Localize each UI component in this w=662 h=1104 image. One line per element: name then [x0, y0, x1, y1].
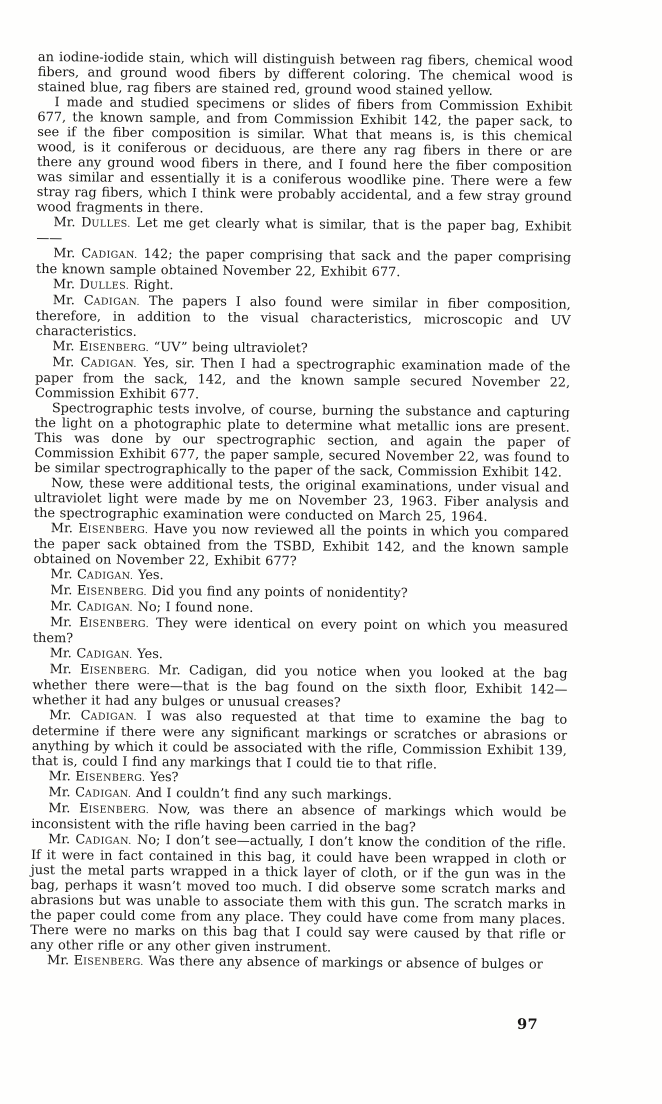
- body-paragraph: an iodine-iodide stain, which will distinguish between rag fibers, chemical wood fibers, and ground wood fibers by different coloring. The chemical wood is stained blue, rag fibers are stained red, ground wood stained yellow.: [37, 50, 573, 99]
- dialogue-paragraph: Mr. DULLES. Let me get clearly what is similar, that is the paper bag, Exhibit——: [36, 215, 572, 247]
- speaker-name: Mr. EISENBERG.: [49, 662, 151, 678]
- speaker-name: Mr. CADIGAN.: [49, 708, 137, 724]
- speaker-name: Mr. DULLES.: [53, 215, 131, 231]
- speaker-name: Mr. CADIGAN.: [50, 599, 134, 615]
- speaker-name: Mr. EISENBERG.: [48, 769, 146, 785]
- dialogue-paragraph: Mr. CADIGAN. And I couldn’t find any such markings.: [48, 785, 392, 804]
- speaker-name: Mr. CADIGAN.: [53, 246, 138, 262]
- speaker-name: Mr. CADIGAN.: [48, 832, 132, 848]
- speaker-name: Mr. EISENBERG.: [50, 583, 148, 599]
- dialogue-paragraph: Mr. CADIGAN. Yes, sir. Then I had a spectrographic examination made of the paper from the sack, 142, and the known sample secured November 22, Commission Exhibit 677.: [34, 355, 571, 403]
- dialogue-paragraph: Mr. DULLES. Right.: [52, 277, 174, 294]
- body-paragraph: I made and studied specimens or slides of fibers from Commission Exhibit 677, the known sample, and from Commission Exhibit 142, the paper sack, to see if the fiber composition is similar. What that means is, is this chemical wood, is it coniferous or deciduous, are there any rag fibers in there or are there any ground wood fibers in there, and I found here the fiber composition was similar and essentially it is a coniferous woodlike pine. There were a few stray rag fibers, which I think were probably accidental, and a few stray ground wood fragments in there.: [36, 95, 573, 217]
- page-number: 97: [516, 1015, 539, 1034]
- body-paragraph: Now, these were additional tests, the original examinations, under visual and ultraviolet light were made by me on November 23, 1963. Fiber analysis and the spectrographic examination were conducted on March 25, 1964.: [33, 476, 570, 525]
- speaker-name: Mr. CADIGAN.: [52, 355, 137, 371]
- dialogue-paragraph: Mr. CADIGAN. 142; the paper comprising that sack and the paper comprising the known sample obtained November 22, Exhibit 677.: [36, 246, 572, 281]
- dialogue-paragraph: Mr. CADIGAN. Yes.: [49, 646, 163, 663]
- dialogue-paragraph: Mr. EISENBERG. Did you find any points of nonidentity?: [50, 583, 408, 602]
- dialogue-paragraph: Mr. EISENBERG. “UV” being ultraviolet?: [52, 339, 308, 357]
- dialogue-paragraph: Mr. CADIGAN. I was also requested at that time to examine the bag to determine if there were any significant markings or scratches or abrasions or anything by which it could be associated with the rifle, Commission Exhibit 139, that is, could I find any markings that I could tie to that rifle.: [31, 708, 568, 773]
- speaker-name: Mr. EISENBERG.: [48, 801, 150, 817]
- dialogue-paragraph: Mr. CADIGAN. No; I found none.: [50, 599, 254, 616]
- speaker-name: Mr. CADIGAN.: [49, 646, 133, 662]
- dialogue-paragraph: Mr. EISENBERG. They were identical on every point on which you measured them?: [32, 615, 569, 647]
- speaker-name: Mr. DULLES.: [52, 277, 130, 293]
- speaker-name: Mr. EISENBERG.: [46, 953, 144, 969]
- body-paragraph: Spectrographic tests involve, of course, burning the substance and capturing the light on a photographic plate to determine what metallic ions are present. This was done by our spectrographic section, and again the paper of Commission Exhibit 677, the paper sample, secured November 22, was found to be similar spectrographically to the paper of the sack, Commission Exhibit 142.: [34, 401, 570, 481]
- speaker-name: Mr. CADIGAN.: [52, 293, 141, 309]
- dialogue-paragraph: Mr. EISENBERG. Yes?: [48, 769, 179, 786]
- dialogue-paragraph: Mr. EISENBERG. Have you now reviewed all the points in which you compared the paper sack obtained from the TSBD, Exhibit 142, and the known sample obtained on November 22, Exhibit 677?: [33, 521, 569, 570]
- speaker-name: Mr. EISENBERG.: [52, 339, 150, 355]
- speaker-name: Mr. CADIGAN.: [48, 785, 132, 801]
- speaker-name: Mr. EISENBERG.: [49, 615, 150, 631]
- dialogue-paragraph: Mr. CADIGAN. The papers I also found were similar in fiber composition, therefore, in addition to the visual characteristics, microscopic and UV characteristics.: [35, 293, 571, 340]
- dialogue-paragraph: Mr. CADIGAN. No; I don’t see—actually, I don’t know the condition of the rifle. If it were in fact contained in this bag, it could have been wrapped in cloth or just the metal parts wrapped in a thick layer of cloth, or if the gun was in the bag, perhaps it wasn’t moved too much. I did observe some scratch marks and abrasions but was unable to associate them with this gun. The scratch marks in the paper could come from any place. They could have come from many places. There were no marks on this bag that I could say were caused by that rifle or any other rifle or any other given instrument.: [30, 832, 567, 956]
- page-text: [30, 50, 573, 974]
- speaker-name: Mr. CADIGAN.: [50, 567, 134, 583]
- dialogue-paragraph: Mr. EISENBERG. Mr. Cadigan, did you notice when you looked at the bag whether there were—that is the bag found on the sixth floor, Exhibit 142—whether it had any bulges or unusual creases?: [32, 662, 568, 711]
- speaker-name: Mr. EISENBERG.: [50, 521, 149, 537]
- dialogue-paragraph: Mr. EISENBERG. Now, was there an absence of markings which would be inconsistent with the rifle having been carried in the bag?: [31, 801, 567, 836]
- dialogue-paragraph: Mr. EISENBERG. Was there any absence of markings or absence of bulges or: [46, 953, 543, 973]
- dialogue-paragraph: Mr. CADIGAN. Yes.: [50, 567, 164, 584]
